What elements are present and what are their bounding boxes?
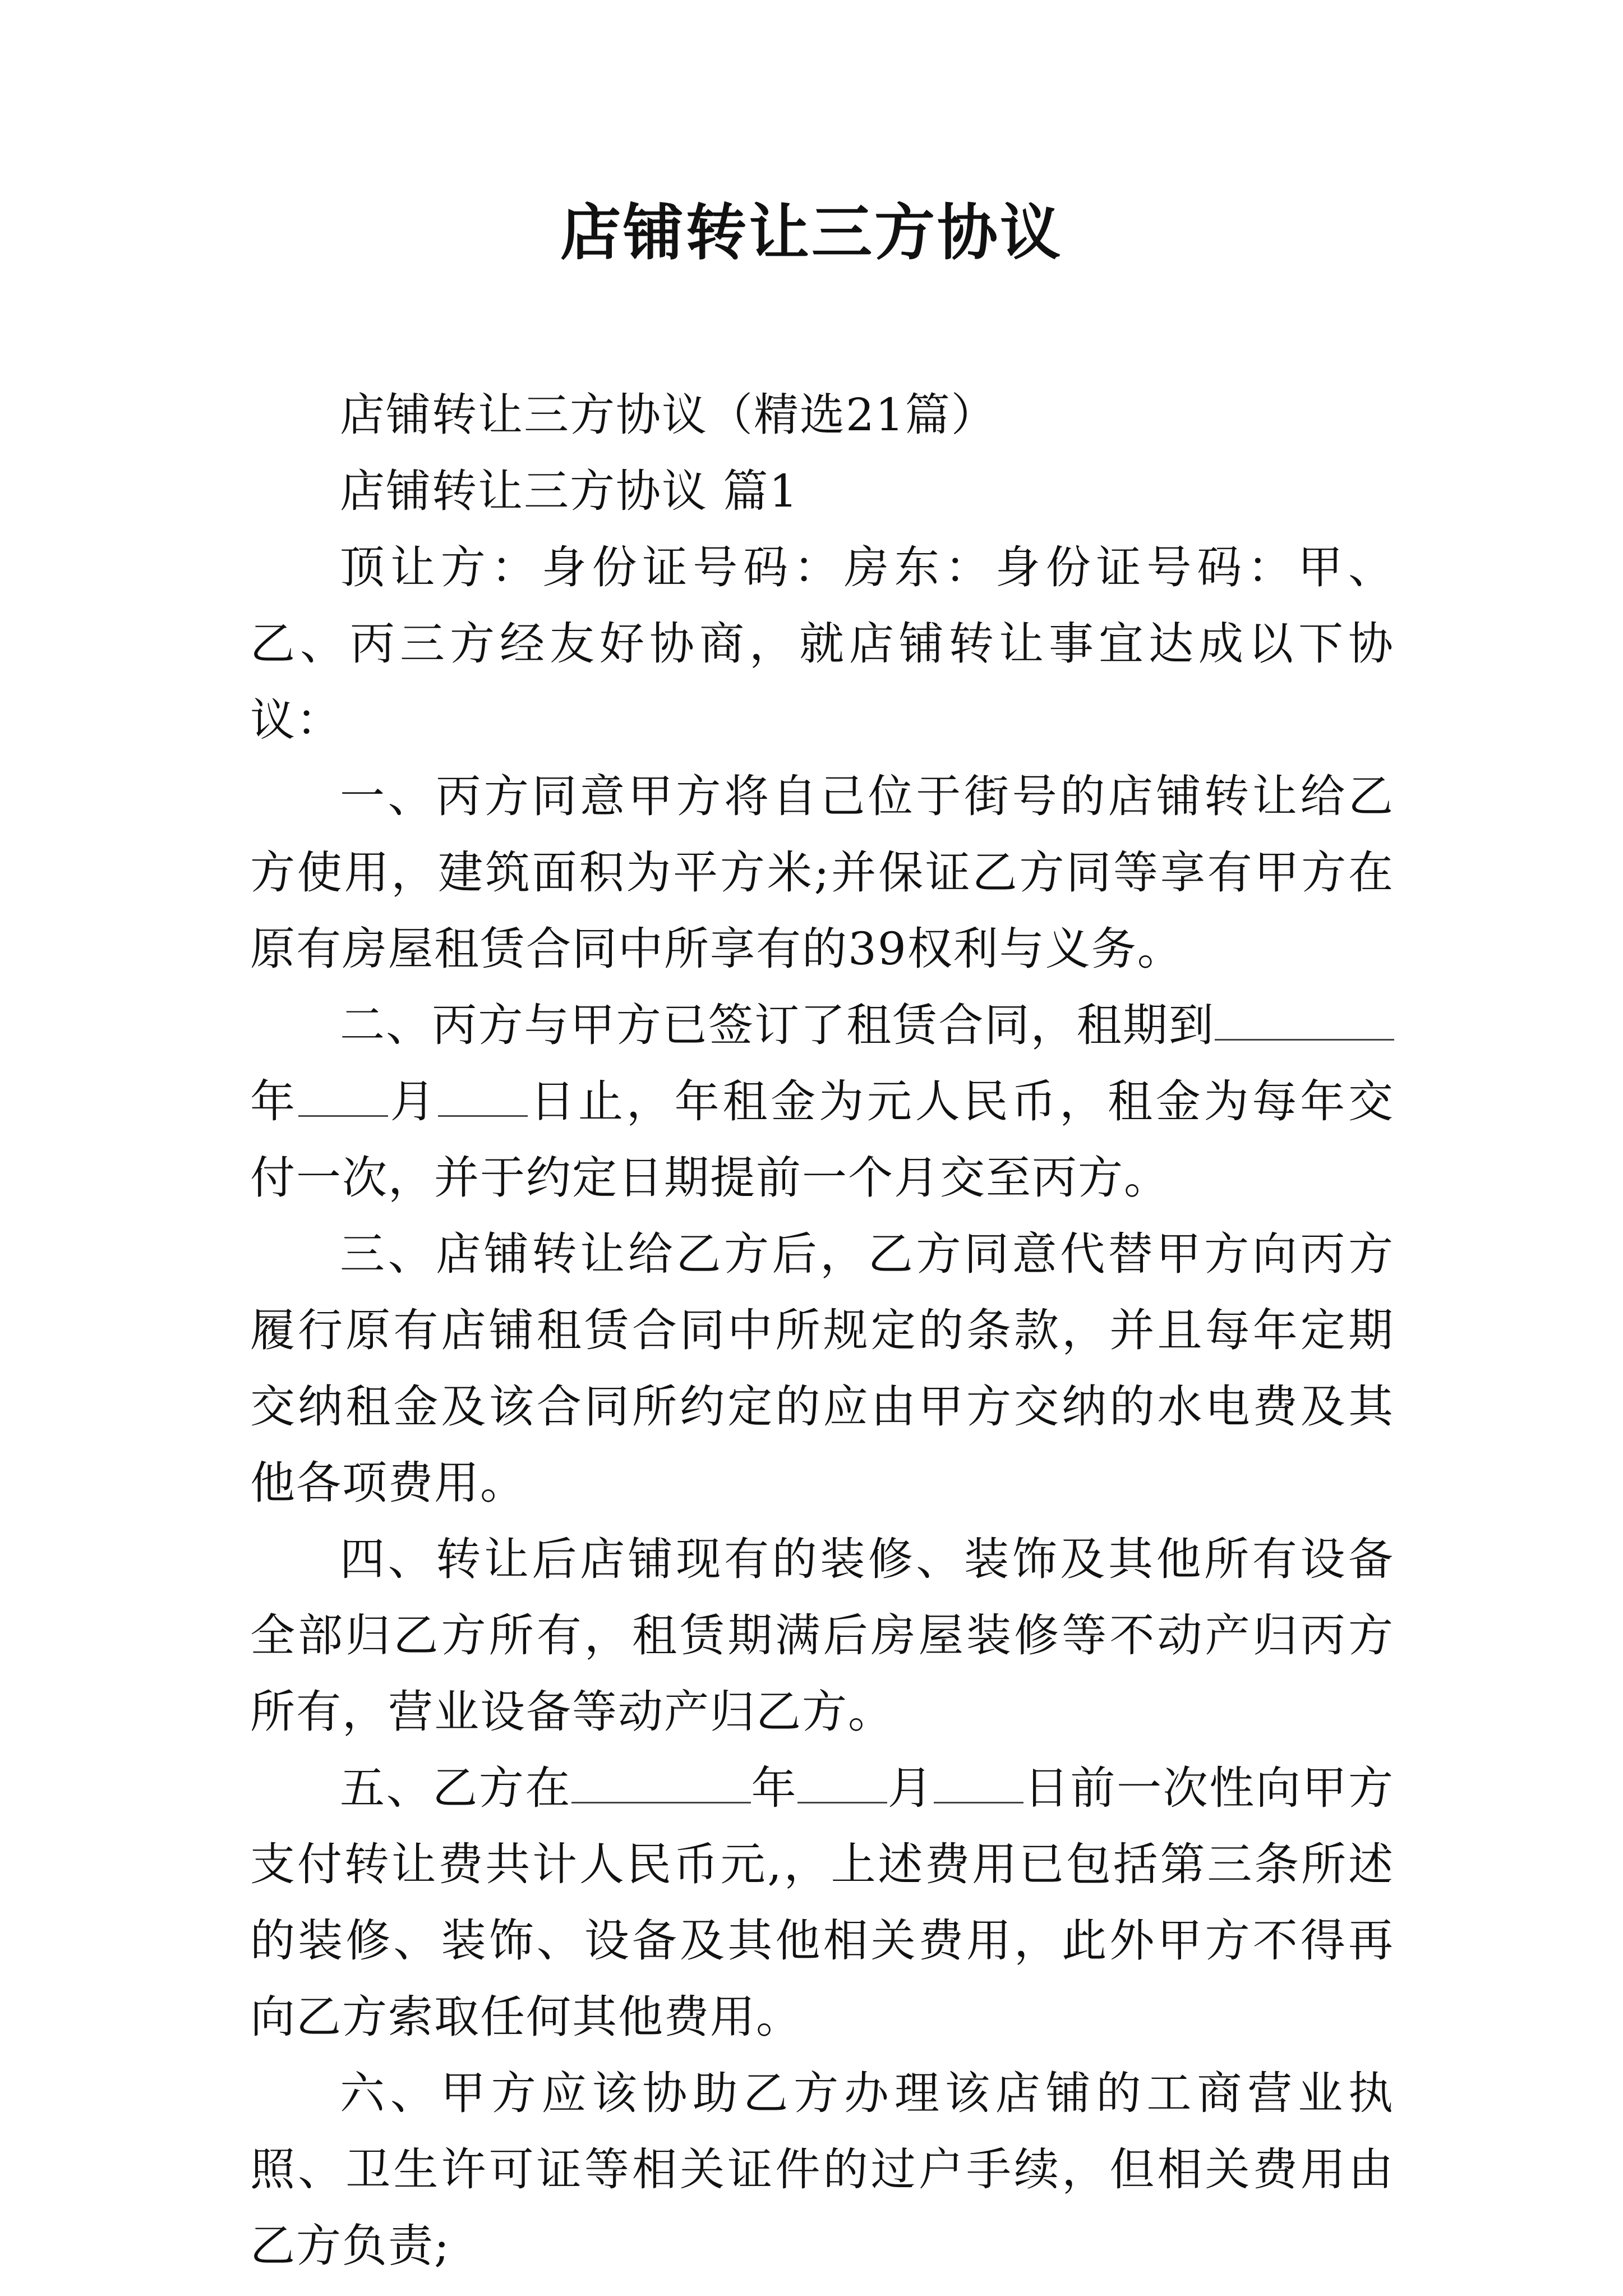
blank-month <box>298 1079 388 1117</box>
clause-5-text-a: 五、乙方在 <box>340 1762 571 1814</box>
paragraph-clause-2 <box>250 987 1394 1216</box>
blank-month <box>797 1766 887 1803</box>
paragraph-clause-4: 四、转让后店铺现有的装修、装饰及其他所有设备全部归乙方所有，租赁期满后房屋装修等不动产归丙方所有，营业设备等动产归乙方。 <box>250 1533 1394 1738</box>
paragraph-clause-5 <box>250 1750 1394 2055</box>
document-heading: 店铺转让三方协议（精选21篇） <box>340 389 997 441</box>
clause-5-text-b: 年 <box>750 1762 798 1814</box>
blank-day <box>934 1766 1023 1803</box>
paragraph-parties: 顶让方：身份证号码：房东：身份证号码：甲、乙、丙三方经友好协商，就店铺转让事宜达成以下协议： <box>250 541 1394 746</box>
paragraph-clause-6: 六、甲方应该协助乙方办理该店铺的工商营业执照、卫生许可证等相关证件的过户手续，但相关费用由乙方负责; <box>250 2067 1394 2272</box>
clause-2-text-a: 二、丙方与甲方已签订了租赁合同，租期到 <box>340 999 1215 1051</box>
document-subheading: 店铺转让三方协议 篇1 <box>340 465 799 517</box>
clause-5-text-d: 日前一次性向甲方支付转让费共计人民币元,，上述费用已包括第三条所述的装修、装饰、设备及其他相关费用，此外甲方不得再向乙方索取任何其他费用。 <box>250 1762 1395 2043</box>
clause-5-text-c: 月 <box>887 1762 934 1814</box>
paragraph-clause-1: 一、丙方同意甲方将自己位于街号的店铺转让给乙方使用，建筑面积为平方米;并保证乙方同等享有甲方在原有房屋租赁合同中所享有的39权利与义务。 <box>250 770 1394 975</box>
document-title: 店铺转让三方协议 <box>560 197 1063 268</box>
blank-year <box>1215 1003 1394 1041</box>
clause-2-text-c: 月 <box>388 1075 439 1128</box>
paragraph-clause-3: 三、店铺转让给乙方后，乙方同意代替甲方向丙方履行原有店铺租赁合同中所规定的条款，并且每年定期交纳租金及该合同所约定的应由甲方交纳的水电费及其他各项费用。 <box>250 1228 1394 1509</box>
blank-year <box>571 1766 751 1803</box>
blank-day <box>438 1079 528 1117</box>
clause-2-text-d: 日止，年租金为元人民币，租金为每年交付一次，并于约定日期提前一个月交至丙方。 <box>250 1075 1395 1204</box>
clause-2-text-b: 年 <box>250 1075 298 1128</box>
document-body <box>250 377 1394 2284</box>
